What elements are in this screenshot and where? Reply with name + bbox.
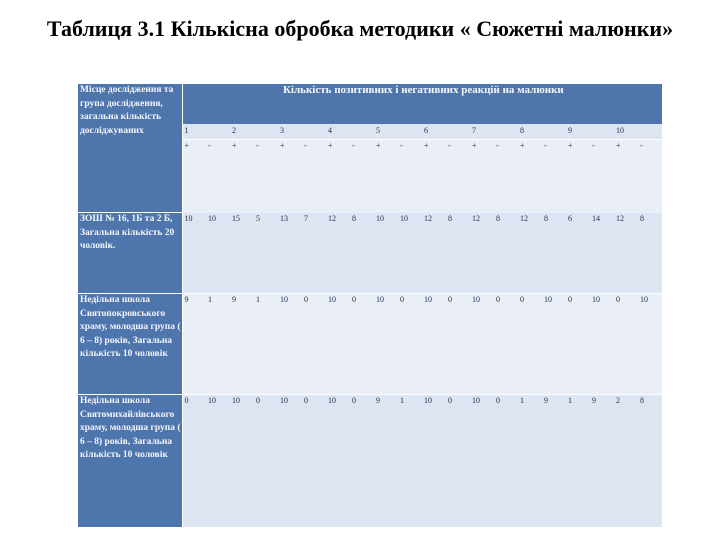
value-cell: 10 [206,395,230,528]
value-cell: 1 [518,395,542,528]
value-cell: 9 [590,395,614,528]
page-title: Таблиця 3.1 Кількісна обробка методики « Сюжетні малюнки» [46,16,674,41]
value-cell: 8 [542,213,566,294]
sign-cell: - [542,139,566,212]
value-cell: 0 [446,395,470,528]
value-cell: 10 [422,294,446,395]
value-cell: 12 [518,213,542,294]
picture-number: 3 [278,124,326,139]
value-cell: 0 [494,294,518,395]
value-cell: 12 [326,213,350,294]
value-cell: 8 [446,213,470,294]
value-cell: 1 [206,294,230,395]
value-cell: 0 [302,395,326,528]
value-cell: 12 [614,213,638,294]
picture-number: 9 [566,124,614,139]
picture-number: 2 [230,124,278,139]
value-cell: 2 [614,395,638,528]
sign-cell: + [326,139,350,212]
value-cell: 0 [254,395,278,528]
sign-cell: + [422,139,446,212]
sign-cell: - [590,139,614,212]
sign-cell: + [182,139,206,212]
value-cell: 10 [470,294,494,395]
row-label: Недільна школа Святомихайлівського храму, молодша група ( 6 – 8) років, Загальна кількість 10 чоловік [78,395,182,528]
picture-number: 8 [518,124,566,139]
table-header-row [78,84,662,124]
value-cell: 9 [230,294,254,395]
sign-cell: + [278,139,302,212]
value-cell: 9 [182,294,206,395]
row-label: Недільна школа Святопокровського храму, молодша група ( 6 – 8) років, Загальна кількість 10 чоловік [78,294,182,395]
value-cell: 10 [326,395,350,528]
value-cell: 10 [638,294,662,395]
value-cell: 10 [230,395,254,528]
value-cell: 0 [494,395,518,528]
value-cell: 0 [614,294,638,395]
sign-cell: - [350,139,374,212]
value-cell: 10 [326,294,350,395]
sign-cell: - [446,139,470,212]
sign-cell: - [638,139,662,212]
sign-cell: + [374,139,398,212]
picture-number: 6 [422,124,470,139]
sign-cell: - [398,139,422,212]
value-cell: 10 [182,213,206,294]
value-cell: 12 [470,213,494,294]
value-cell: 9 [542,395,566,528]
value-cell: 1 [398,395,422,528]
row-label: ЗОШ № 16, 1Б та 2 Б, Загальна кількість 20 чоловік. [78,213,182,294]
value-cell: 15 [230,213,254,294]
sign-cell: + [518,139,542,212]
value-cell: 0 [302,294,326,395]
picture-number: 4 [326,124,374,139]
value-cell: 10 [398,213,422,294]
value-cell: 8 [638,395,662,528]
value-cell: 10 [590,294,614,395]
picture-number: 5 [374,124,422,139]
value-cell: 10 [542,294,566,395]
sign-cell: - [206,139,230,212]
table-row [78,395,662,528]
picture-number: 7 [470,124,518,139]
sign-cell: + [230,139,254,212]
value-cell: 10 [374,213,398,294]
column-header-cell: Кількість позитивних і негативних реакцій на малюнки [182,84,662,124]
value-cell: 0 [566,294,590,395]
value-cell: 0 [350,294,374,395]
value-cell: 6 [566,213,590,294]
value-cell: 1 [254,294,278,395]
value-cell: 0 [446,294,470,395]
value-cell: 12 [422,213,446,294]
value-cell: 10 [470,395,494,528]
value-cell: 8 [638,213,662,294]
sign-cell: - [302,139,326,212]
value-cell: 0 [350,395,374,528]
value-cell: 10 [374,294,398,395]
value-cell: 10 [278,294,302,395]
sign-cell: - [254,139,278,212]
value-cell: 10 [422,395,446,528]
value-cell: 9 [374,395,398,528]
sign-cell: + [566,139,590,212]
value-cell: 0 [518,294,542,395]
value-cell: 10 [206,213,230,294]
row-header-cell: Місце дослідження та група дослідження, загальна кількість досліджуваних [78,84,182,213]
sign-cell: - [494,139,518,212]
sign-cell: + [470,139,494,212]
value-cell: 5 [254,213,278,294]
value-cell: 10 [278,395,302,528]
value-cell: 0 [398,294,422,395]
value-cell: 8 [494,213,518,294]
value-cell: 14 [590,213,614,294]
results-table [78,84,662,528]
table-row [78,213,662,294]
value-cell: 0 [182,395,206,528]
value-cell: 8 [350,213,374,294]
table-row [78,294,662,395]
value-cell: 1 [566,395,590,528]
value-cell: 7 [302,213,326,294]
picture-number: 10 [614,124,662,139]
value-cell: 13 [278,213,302,294]
picture-number: 1 [182,124,230,139]
sign-cell: + [614,139,638,212]
